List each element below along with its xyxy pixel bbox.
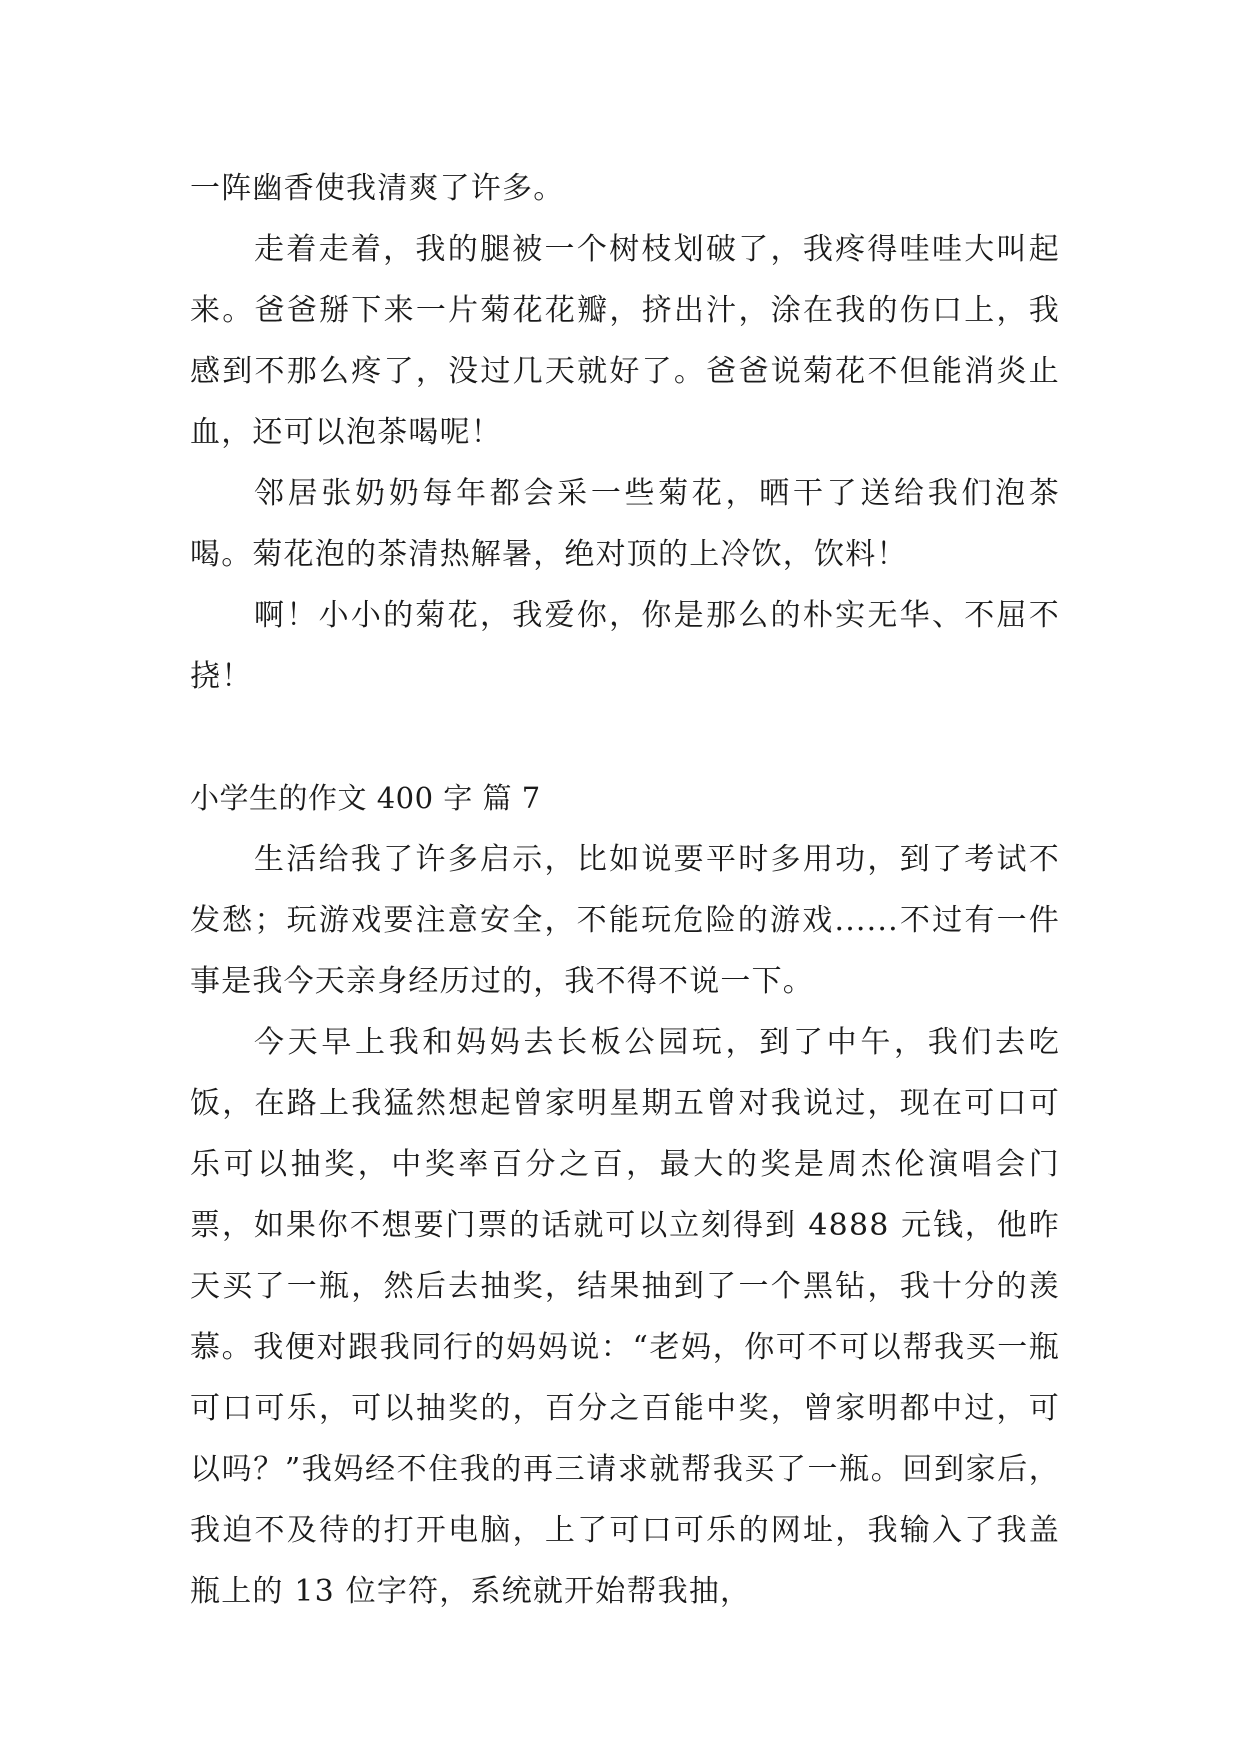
paragraph-intro: 生活给我了许多启示，比如说要平时多用功，到了考试不发愁；玩游戏要注意安全，不能玩危险的游戏......不过有一件事是我今天亲身经历过的，我不得不说一下。: [190, 842, 1060, 999]
paragraph-continuation: 一阵幽香使我清爽了许多。: [190, 171, 565, 206]
document-body: [190, 158, 1060, 1622]
paragraph-story: 今天早上我和妈妈去长板公园玩，到了中午，我们去吃饭，在路上我猛然想起曾家明星期五曾对我说过，现在可口可乐可以抽奖，中奖率百分之百，最大的奖是周杰伦演唱会门票，如果你不想要门票的话就可以立刻得到 4888 元钱，他昨天买了一瓶，然后去抽奖，结果抽到了一个黑钻，我十分的羡慕。我便对跟我同行的妈妈说：“老妈，你可不可以帮我买一瓶可口可乐，可以抽奖的，百分之百能中奖，曾家明都中过，可以吗？”我妈经不住我的再三请求就帮我买了一瓶。回到家后，我迫不及待的打开电脑，上了可口可乐的网址，我输入了我盖瓶上的 13 位字符，系统就开始帮我抽，: [190, 1025, 1060, 1609]
paragraph-conclusion: 啊！小小的菊花，我爱你，你是那么的朴实无华、不屈不挠！: [190, 598, 1060, 694]
paragraph-injury: 走着走着，我的腿被一个树枝划破了，我疼得哇哇大叫起来。爸爸掰下来一片菊花花瓣，挤出汁，涂在我的伤口上，我感到不那么疼了，没过几天就好了。爸爸说菊花不但能消炎止血，还可以泡茶喝呢！: [190, 232, 1060, 450]
section-heading: 小学生的作文 400 字 篇 7: [190, 781, 541, 815]
paragraph-neighbor: 邻居张奶奶每年都会采一些菊花，晒干了送给我们泡茶喝。菊花泡的茶清热解暑，绝对顶的上冷饮，饮料！: [190, 476, 1060, 572]
section-spacer: [190, 707, 1060, 768]
